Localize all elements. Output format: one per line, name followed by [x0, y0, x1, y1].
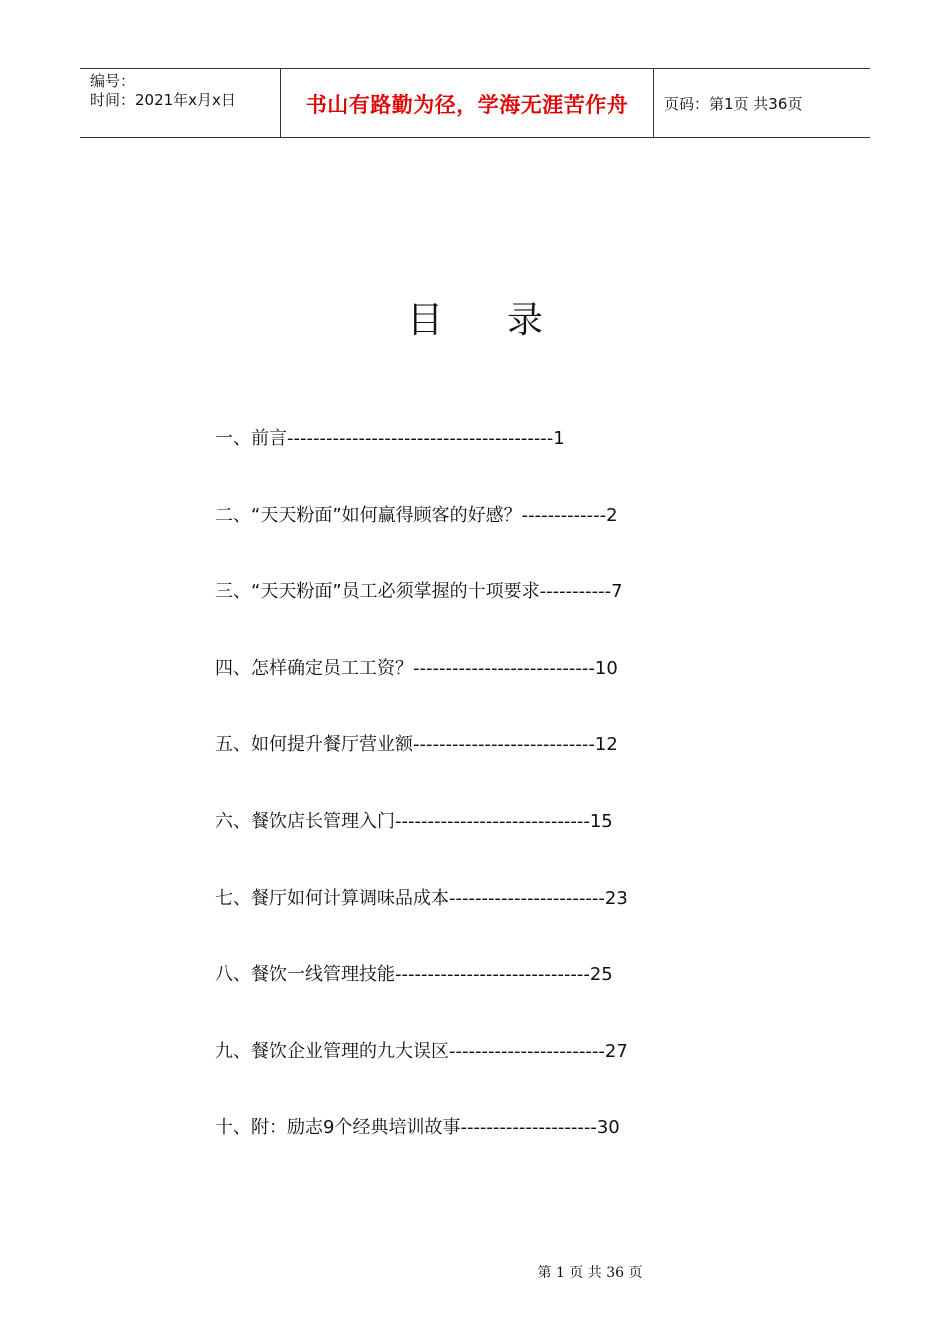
toc-item[interactable]: 五、如何提升餐厅营业额----------------------------12 — [215, 734, 618, 756]
toc-item[interactable]: 七、餐厅如何计算调味品成本------------------------23 — [215, 887, 628, 909]
toc-item[interactable]: 八、餐饮一线管理技能------------------------------25 — [215, 964, 613, 986]
serial-label: 编号： — [90, 72, 136, 90]
table-of-contents — [215, 424, 735, 1190]
header-meta — [80, 69, 281, 137]
page-header — [80, 68, 870, 138]
toc-item[interactable]: 六、餐饮店长管理入门------------------------------15 — [215, 810, 613, 832]
page-footer — [0, 1262, 950, 1282]
toc-item[interactable]: 三、“天天粉面”员工必须掌握的十项要求-----------7 — [215, 581, 623, 603]
toc-item[interactable]: 二、“天天粉面”如何赢得顾客的好感？-------------2 — [215, 504, 618, 526]
motto: 书山有路勤为径，学海无涯苦作舟 — [305, 93, 629, 117]
toc-item[interactable]: 四、怎样确定员工工资？----------------------------10 — [215, 657, 618, 679]
footer-page-number: 第 1 页 共 36 页 — [537, 1265, 643, 1281]
header-page-info — [654, 69, 870, 137]
header-motto-cell — [281, 69, 654, 137]
toc-item[interactable]: 九、餐饮企业管理的九大误区------------------------27 — [215, 1040, 628, 1062]
page-info: 页码：第1页 共36页 — [664, 94, 803, 113]
page-title: 目录 — [406, 300, 607, 341]
toc-item[interactable]: 十、附：励志9个经典培训故事---------------------30 — [215, 1117, 620, 1139]
time-label: 时间：2021年x月x日 — [90, 91, 236, 109]
toc-item[interactable]: 一、前言-----------------------------------------1 — [215, 428, 565, 449]
